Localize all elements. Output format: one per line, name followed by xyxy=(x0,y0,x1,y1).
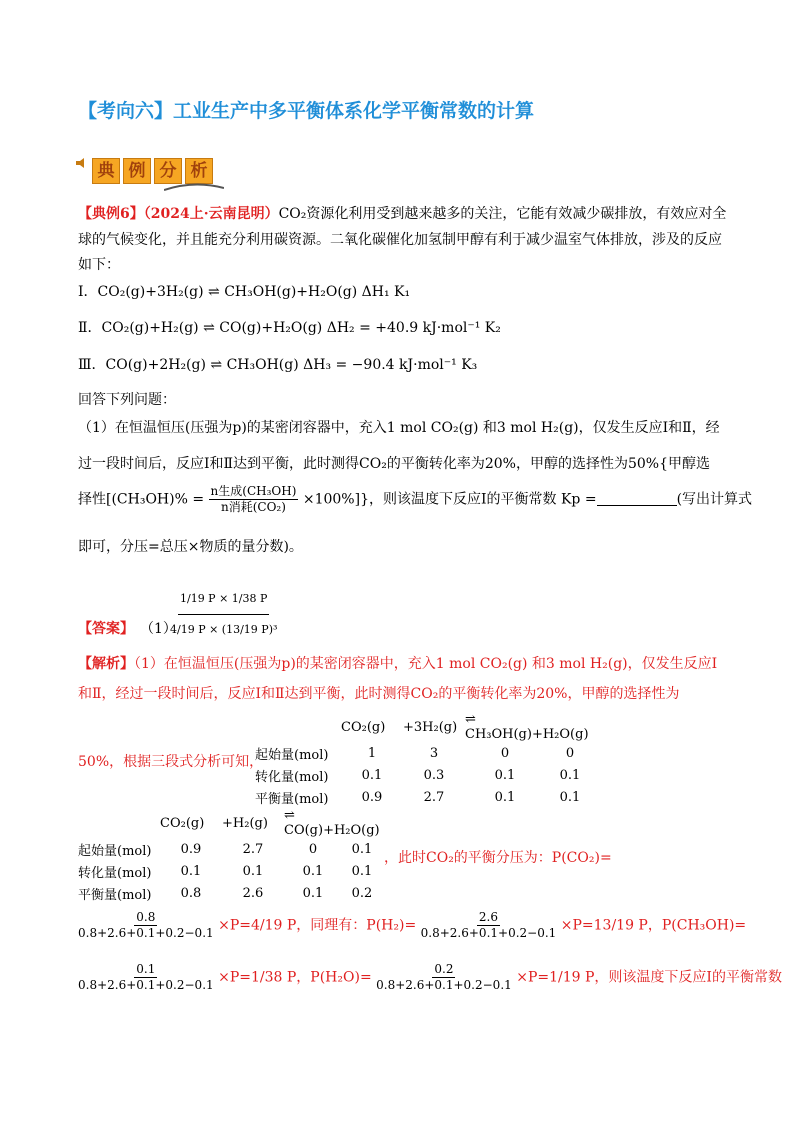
question-line-3 xyxy=(78,484,752,515)
reaction-equation: CO₂(g)+3H₂(g) ⇌ CH₃OH(g)+H₂O(g) ΔH₁ K₁ xyxy=(97,284,411,300)
answer-denominator: 4/19 P × (13/19 P)³ xyxy=(170,623,278,636)
table-header: +H₂(g) xyxy=(222,815,268,831)
table-cell: 0.1 xyxy=(559,767,581,783)
table-cell: 0.1 xyxy=(494,767,516,783)
fraction-denominator: n消耗(CO₂) xyxy=(221,500,286,514)
fraction-numerator: 2.6 xyxy=(478,910,499,924)
pressure-result: 4/19 P xyxy=(250,917,297,934)
table-cell: 0.9 xyxy=(361,789,383,805)
analysis-text: （1）在恒温恒压(压强为p)的某密闭容器中，充入1 mol CO₂(g) 和3 mol H₂(g)，仅发生反应Ⅰ xyxy=(134,656,718,672)
selectivity-prefix: 择性[(CH₃OH)% = xyxy=(78,491,209,508)
reaction-3 xyxy=(78,353,477,377)
table-cell: 0.1 xyxy=(351,841,373,857)
fraction-denominator: 0.8+2.6+0.1+0.2−0.1 xyxy=(78,926,214,940)
pressure-fraction xyxy=(421,910,557,941)
table-header: ⇌ CH₃OH(g)+H₂O(g) xyxy=(465,712,589,742)
example-line-2: 球的气候变化，并且能充分利用碳资源。二氧化碳催化加氢制甲醇有利于减少温室气体排放，涉及的反应 xyxy=(78,232,722,248)
fraction-numerator: n生成(CH₃OH) xyxy=(210,484,297,498)
table-cell: 2.6 xyxy=(242,885,264,901)
analysis-tag: 【解析】 xyxy=(78,656,134,672)
table-cell: 0.2 xyxy=(351,885,373,901)
reaction-equation: CO(g)+2H₂(g) ⇌ CH₃OH(g) ΔH₃ = −90.4 kJ·mol⁻¹ K₃ xyxy=(105,357,478,373)
question-intro: 回答下列问题： xyxy=(78,392,176,408)
three-stage-table-2 xyxy=(78,808,382,904)
table-header: CO₂(g) xyxy=(341,719,386,735)
row-label: 平衡量(mol) xyxy=(255,791,329,807)
analysis-line-2: 和Ⅱ，经过一段时间后，反应Ⅰ和Ⅱ达到平衡，此时测得CO₂的平衡转化率为20%，甲醇的选择性为 xyxy=(78,686,680,702)
analysis-text: ，P(CH₃OH)= xyxy=(647,917,747,934)
section-badge xyxy=(76,150,226,196)
analysis-text: ，同理有：P(H₂)= xyxy=(296,917,417,934)
row-label: 平衡量(mol) xyxy=(78,887,152,903)
co2-partial-pressure-text: ，此时CO₂的平衡分压为：P(CO₂)= xyxy=(384,850,612,866)
analysis-text: ，则该温度下反应Ⅰ的平衡常数 xyxy=(594,969,782,986)
fraction-denominator: 0.8+2.6+0.1+0.2−0.1 xyxy=(420,926,557,940)
fraction-denominator: 0.8+2.6+0.1+0.2−0.1 xyxy=(376,978,512,992)
speaker-icon xyxy=(76,158,88,168)
table-cell: 0.1 xyxy=(351,863,373,879)
page-title: 【考向六】工业生产中多平衡体系化学平衡常数的计算 xyxy=(78,100,535,122)
table-header: CO₂(g) xyxy=(160,815,205,831)
pressure-result: 1/19 P xyxy=(549,969,595,986)
pressure-fraction xyxy=(78,910,214,941)
reaction-label: Ⅲ． xyxy=(78,357,106,373)
table-cell: 0.1 xyxy=(180,863,202,879)
question-tail: (写出计算式 xyxy=(676,491,753,508)
table-cell: 0 xyxy=(500,745,510,761)
reaction-2 xyxy=(78,316,501,340)
table-cell: 0 xyxy=(565,745,575,761)
table-cell: 0.1 xyxy=(559,789,581,805)
table-cell: 2.7 xyxy=(423,789,445,805)
badge-char: 典 xyxy=(92,158,120,184)
fraction-numerator: 0.8 xyxy=(136,910,156,924)
question-line-2: 过一段时间后，反应Ⅰ和Ⅱ达到平衡，此时测得CO₂的平衡转化率为20%，甲醇的选择性为50%{甲醇选 xyxy=(78,456,710,472)
example-line-1 xyxy=(78,202,726,226)
example-source: （2024上·云南昆明） xyxy=(143,206,279,222)
reaction-label: Ⅰ． xyxy=(78,284,98,300)
badge-char: 例 xyxy=(123,158,151,184)
row-label: 转化量(mol) xyxy=(78,865,152,881)
table-cell: 0.1 xyxy=(302,885,324,901)
table-cell: 2.7 xyxy=(242,841,264,857)
pressure-result: 1/38 P xyxy=(250,969,297,986)
partial-pressure-line-1: $\frac{0.8}{0.8+2.6+0.1+0.2-0.1}$ ×P=4/19 P，同理有：P(H₂)= $\frac{2.6}{0.8+2.6+0.1+0.2-0.1}$ ×P=13/19 P，P(CH₃OH)= xyxy=(78,910,747,940)
pressure-result: 13/19 P xyxy=(593,917,648,934)
swoosh-decoration xyxy=(164,182,224,192)
analysis-line-3: 50%，根据三段式分析可知， xyxy=(78,754,264,770)
table-cell: 0.1 xyxy=(361,767,383,783)
question-line-4: 即可，分压=总压×物质的量分数)。 xyxy=(78,539,303,555)
analysis-line-1 xyxy=(78,652,717,676)
badge-char: 析 xyxy=(185,158,213,184)
table-header: ⇌ CO(g)+H₂O(g) xyxy=(284,808,380,838)
example-line-3: 如下： xyxy=(78,257,120,273)
table-cell: 0.1 xyxy=(494,789,516,805)
selectivity-suffix: ×100%]}，则该温度下反应Ⅰ的平衡常数 Kp = xyxy=(302,491,597,508)
three-stage-table-1 xyxy=(255,712,595,808)
answer-numerator: 1/19 P × 1/38 P xyxy=(178,584,269,615)
table-header: +3H₂(g) xyxy=(403,719,458,735)
pressure-fraction xyxy=(78,962,214,993)
table-cell: 0.1 xyxy=(242,863,264,879)
table-cell: 0.1 xyxy=(302,863,324,879)
question-line-1: （1）在恒温恒压(压强为p)的某密闭容器中，充入1 mol CO₂(g) 和3 mol H₂(g)，仅发生反应Ⅰ和Ⅱ，经 xyxy=(78,420,720,436)
table-cell: 0.9 xyxy=(180,841,202,857)
answer-blank xyxy=(597,505,677,506)
example-tag: 【典例6】 xyxy=(78,206,144,222)
partial-pressure-line-2: $\frac{0.1}{0.8+2.6+0.1+0.2-0.1}$ ×P=1/38 P，P(H₂O)= $\frac{0.2}{0.8+2.6+0.1+0.2-0.1}$ ×P=1/19 P，则该温度下反应Ⅰ的平衡常数 xyxy=(78,962,782,992)
answer-fraction xyxy=(170,584,277,645)
example-intro: CO₂资源化利用受到越来越多的关注，它能有效减少碳排放，有效应对全 xyxy=(278,206,727,222)
fraction-numerator: 0.2 xyxy=(434,962,454,976)
row-label: 起始量(mol) xyxy=(78,843,152,859)
answer-tag: 【答案】 xyxy=(78,621,134,637)
analysis-text: ，P(H₂O)= xyxy=(296,969,372,986)
reaction-1 xyxy=(78,280,410,304)
reaction-equation: CO₂(g)+H₂(g) ⇌ CO(g)+H₂O(g) ΔH₂ = +40.9 kJ·mol⁻¹ K₂ xyxy=(101,320,501,336)
fraction-denominator: 0.8+2.6+0.1+0.2−0.1 xyxy=(78,978,214,992)
table-cell: 0.8 xyxy=(180,885,202,901)
badge-char: 分 xyxy=(154,158,182,184)
table-cell: 0 xyxy=(308,841,318,857)
table-cell: 3 xyxy=(429,745,439,761)
reaction-label: Ⅱ． xyxy=(78,320,102,336)
table-cell: 0.3 xyxy=(423,767,445,783)
row-label: 转化量(mol) xyxy=(255,769,329,785)
pressure-fraction xyxy=(376,962,512,993)
answer-part: （1） xyxy=(140,621,177,637)
fraction-numerator: 0.1 xyxy=(136,962,156,976)
table-cell: 1 xyxy=(367,745,377,761)
selectivity-fraction xyxy=(209,484,299,515)
row-label: 起始量(mol) xyxy=(255,747,329,763)
